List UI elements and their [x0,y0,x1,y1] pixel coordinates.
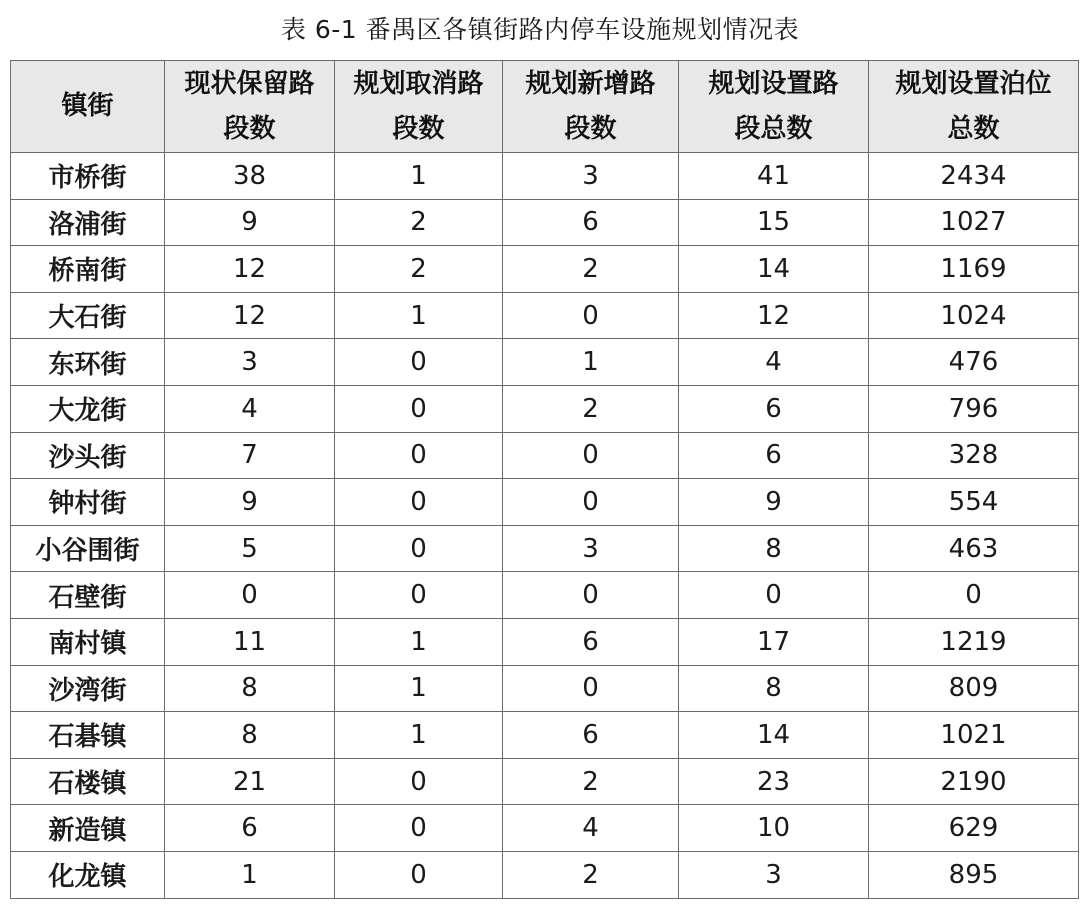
cell-town: 桥南街 [11,246,165,293]
table-row [11,805,1079,852]
cell-total-segments: 14 [679,712,869,759]
cell-town: 沙湾街 [11,665,165,712]
cell-total-berths: 554 [869,479,1079,526]
cell-total-berths: 809 [869,665,1079,712]
cell-cancelled-segments: 1 [335,153,503,200]
cell-new-segments: 3 [503,153,679,200]
cell-total-segments: 12 [679,292,869,339]
cell-total-berths: 2434 [869,153,1079,200]
table-caption: 表 6-1 番禺区各镇街路内停车设施规划情况表 [280,15,800,44]
header-text-line: 段数 [392,113,445,144]
cell-total-berths: 0 [869,572,1079,619]
header-text-line: 总数 [947,113,1000,144]
cell-cancelled-segments: 1 [335,618,503,665]
cell-cancelled-segments: 0 [335,805,503,852]
parking-plan-table [10,60,1079,899]
header-text-line: 段数 [564,113,617,144]
cell-total-segments: 15 [679,199,869,246]
cell-town: 化龙镇 [11,851,165,898]
cell-retained-segments: 6 [165,805,335,852]
header-text-line: 规划设置路 [708,68,839,99]
cell-new-segments: 2 [503,758,679,805]
header-cancelled-segments [335,61,503,153]
header-new-segments [503,61,679,153]
cell-town: 沙头街 [11,432,165,479]
cell-new-segments: 2 [503,851,679,898]
cell-total-berths: 1027 [869,199,1079,246]
cell-retained-segments: 3 [165,339,335,386]
cell-new-segments: 0 [503,479,679,526]
table-row [11,525,1079,572]
cell-retained-segments: 5 [165,525,335,572]
cell-retained-segments: 4 [165,385,335,432]
cell-cancelled-segments: 0 [335,525,503,572]
table-row [11,572,1079,619]
table-row [11,246,1079,293]
cell-total-segments: 10 [679,805,869,852]
cell-total-segments: 23 [679,758,869,805]
cell-cancelled-segments: 0 [335,385,503,432]
cell-cancelled-segments: 0 [335,432,503,479]
cell-town: 小谷围街 [11,525,165,572]
header-town [11,61,165,153]
header-text-line: 现状保留路 [184,68,315,99]
table-row [11,758,1079,805]
cell-new-segments: 1 [503,339,679,386]
table-row [11,851,1079,898]
cell-total-segments: 8 [679,525,869,572]
table-header [11,61,1079,153]
cell-total-berths: 463 [869,525,1079,572]
cell-total-berths: 476 [869,339,1079,386]
cell-retained-segments: 9 [165,199,335,246]
header-row [11,61,1079,153]
cell-total-berths: 1021 [869,712,1079,759]
cell-town: 新造镇 [11,805,165,852]
cell-cancelled-segments: 0 [335,851,503,898]
table-row [11,153,1079,200]
table-row [11,479,1079,526]
cell-retained-segments: 8 [165,665,335,712]
table-row [11,618,1079,665]
cell-retained-segments: 11 [165,618,335,665]
cell-retained-segments: 21 [165,758,335,805]
header-total-segments [679,61,869,153]
cell-new-segments: 4 [503,805,679,852]
cell-town: 洛浦街 [11,199,165,246]
cell-total-segments: 6 [679,385,869,432]
cell-cancelled-segments: 0 [335,479,503,526]
header-retained-segments [165,61,335,153]
cell-new-segments: 0 [503,292,679,339]
cell-total-segments: 41 [679,153,869,200]
cell-total-segments: 3 [679,851,869,898]
cell-total-berths: 1024 [869,292,1079,339]
cell-retained-segments: 7 [165,432,335,479]
cell-new-segments: 2 [503,385,679,432]
cell-total-segments: 9 [679,479,869,526]
cell-total-berths: 629 [869,805,1079,852]
cell-total-segments: 8 [679,665,869,712]
header-text-line: 规划设置泊位 [895,68,1052,99]
cell-new-segments: 0 [503,432,679,479]
cell-cancelled-segments: 2 [335,246,503,293]
cell-retained-segments: 0 [165,572,335,619]
cell-town: 大石街 [11,292,165,339]
cell-retained-segments: 9 [165,479,335,526]
header-total-berths [869,61,1079,153]
table-row [11,339,1079,386]
cell-town: 石碁镇 [11,712,165,759]
cell-retained-segments: 12 [165,292,335,339]
cell-new-segments: 3 [503,525,679,572]
cell-town: 石楼镇 [11,758,165,805]
cell-cancelled-segments: 1 [335,665,503,712]
cell-cancelled-segments: 0 [335,572,503,619]
cell-town: 大龙街 [11,385,165,432]
cell-new-segments: 0 [503,572,679,619]
cell-town: 钟村街 [11,479,165,526]
table-row [11,665,1079,712]
cell-new-segments: 0 [503,665,679,712]
cell-town: 南村镇 [11,618,165,665]
header-text-line: 镇街 [61,91,114,121]
cell-retained-segments: 1 [165,851,335,898]
cell-new-segments: 6 [503,618,679,665]
cell-total-berths: 328 [869,432,1079,479]
cell-town: 市桥街 [11,153,165,200]
cell-cancelled-segments: 2 [335,199,503,246]
cell-total-berths: 1169 [869,246,1079,293]
cell-cancelled-segments: 1 [335,292,503,339]
cell-new-segments: 6 [503,712,679,759]
cell-cancelled-segments: 0 [335,758,503,805]
header-text-line: 规划新增路 [525,68,656,99]
cell-retained-segments: 8 [165,712,335,759]
table-row [11,432,1079,479]
header-text-line: 规划取消路 [353,68,484,99]
cell-total-berths: 1219 [869,618,1079,665]
cell-new-segments: 2 [503,246,679,293]
cell-total-berths: 796 [869,385,1079,432]
header-text-line: 段数 [223,113,276,144]
cell-retained-segments: 12 [165,246,335,293]
table-row [11,292,1079,339]
cell-total-segments: 17 [679,618,869,665]
cell-total-segments: 0 [679,572,869,619]
table-body [11,153,1079,899]
cell-new-segments: 6 [503,199,679,246]
cell-total-segments: 14 [679,246,869,293]
cell-town: 石壁街 [11,572,165,619]
cell-total-segments: 4 [679,339,869,386]
cell-town: 东环街 [11,339,165,386]
table-row [11,712,1079,759]
cell-cancelled-segments: 1 [335,712,503,759]
cell-total-berths: 895 [869,851,1079,898]
table-row [11,385,1079,432]
table-row [11,199,1079,246]
cell-total-berths: 2190 [869,758,1079,805]
cell-cancelled-segments: 0 [335,339,503,386]
header-text-line: 段总数 [734,113,813,144]
cell-retained-segments: 38 [165,153,335,200]
cell-total-segments: 6 [679,432,869,479]
